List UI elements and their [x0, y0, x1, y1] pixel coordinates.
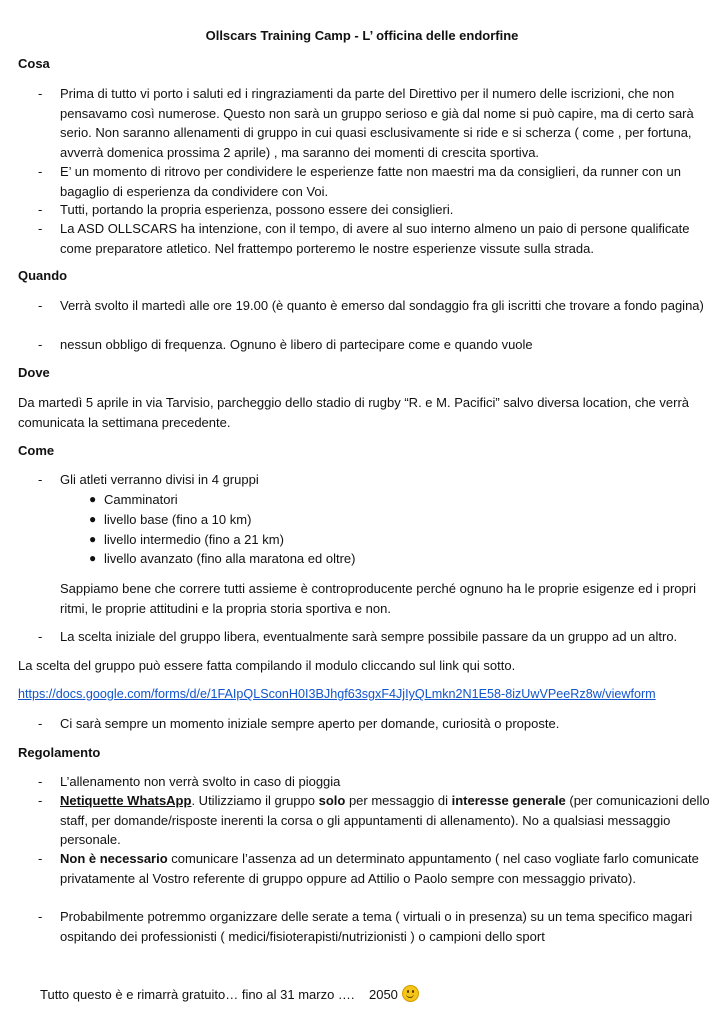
group-item: ● livello avanzato (fino alla maratona ed oltre)	[104, 549, 704, 569]
smiley-icon	[402, 985, 419, 1002]
section-heading-regolamento: Regolamento	[18, 745, 101, 760]
list-item: - Non è necessario comunicare l’assenza ad un determinato appuntamento ( nel caso vogliate farlo comunicate privatamente al Vostro referente di gruppo oppure ad Attilio o Paolo sempre con messaggio privato).	[38, 851, 699, 886]
group-item: ● livello base (fino a 10 km)	[104, 510, 704, 530]
list-item: - nessun obbligo di frequenza. Ognuno è libero di partecipare come e quando vuole	[38, 337, 533, 352]
section-heading-come: Come	[18, 443, 55, 458]
section-heading-cosa: Cosa	[18, 56, 50, 71]
list-item: - Tutti, portando la propria esperienza, possono essere dei consiglieri.	[38, 202, 454, 217]
list-item: - La ASD OLLSCARS ha intenzione, con il tempo, di avere al suo interno almeno un paio di persone qualificate come preparatore atletico. Nel frattempo porteremo le nostre esperienze vissute sulla strada.	[38, 221, 690, 256]
module-instructions: La scelta del gruppo può essere fatta compilando il modulo cliccando sul link qui sotto.	[18, 658, 516, 673]
groups-note: Sappiamo bene che correre tutti assieme è controproducente perché ognuno ha le proprie esigenze ed i propri ritmi, le proprie attitudini e la propria storia sportiva e non.	[60, 581, 696, 616]
list-item: - E’ un momento di ritrovo per condividere le esperienze fatte non maestri ma da consiglieri, da runner con un bagaglio di esperienza da condividere con Voi.	[38, 164, 681, 199]
group-item: ● Camminatori	[104, 490, 704, 510]
list-item: - Probabilmente potremmo organizzare delle serate a tema ( virtuali o in presenza) su un tema specifico magari ospitando dei professionisti ( medici/fisioterapisti/nutrizionisti ) o campioni dello sport	[38, 909, 693, 944]
bullet-icon: ●	[89, 492, 97, 506]
list-item: - La scelta iniziale del gruppo libera, eventualmente sarà sempre possibile passare da un gruppo ad un altro.	[38, 629, 678, 644]
dove-paragraph: Da martedì 5 aprile in via Tarvisio, parcheggio dello stadio di rugby “R. e M. Pacifici” salvo diversa location, che verrà comunicata la settimana precedente.	[18, 395, 690, 430]
list-item: - Netiquette WhatsApp. Utilizziamo il gruppo solo per messaggio di interesse generale (per comunicazioni dello staff, per domande/risposte inerenti la corsa o gli appuntamenti di allenamento). No a qualsiasi messaggio personale.	[38, 793, 710, 847]
list-item: - Ci sarà sempre un momento iniziale sempre aperto per domande, curiosità o proposte.	[38, 716, 560, 731]
form-link[interactable]: https://docs.google.com/forms/d/e/1FAIpQLSconH0I3BJhgf63sgxF4JjIyQLmkn2N1E58-8izUwVPeeRz8w/viewform	[18, 687, 656, 701]
group-item: ● livello intermedio (fino a 21 km)	[104, 530, 704, 550]
list-item: - Gli atleti verranno divisi in 4 gruppi	[38, 472, 259, 487]
list-item: - Verrà svolto il martedì alle ore 19.00 (è quanto è emerso dal sondaggio fra gli iscritti che trovare a fondo pagina)	[38, 298, 704, 313]
list-item: - Prima di tutto vi porto i saluti ed i ringraziamenti da parte del Direttivo per il numero delle iscrizioni, che non pensavamo così numerose. Questo non sarà un gruppo serioso e già dal nome si può capire, ma di certo sarà serio. Non saranno allenamenti di gruppo in cui quasi esclusivamente si ride e si scherza ( come , per fortuna, avverrà domenica prossima 2 aprile) , ma saranno dei momenti di crescita sportiva.	[38, 86, 694, 160]
bullet-icon: ●	[89, 551, 97, 565]
bullet-icon: ●	[89, 512, 97, 526]
bullet-icon: ●	[89, 532, 97, 546]
section-heading-dove: Dove	[18, 365, 50, 380]
section-heading-quando: Quando	[18, 268, 68, 283]
document-title: Ollscars Training Camp - L’ officina delle endorfine	[205, 28, 519, 43]
footer-note: Tutto questo è e rimarrà gratuito… fino al 31 marzo …. 2050	[40, 985, 419, 1005]
netiquette-label: Netiquette WhatsApp	[60, 793, 192, 808]
list-item: - L’allenamento non verrà svolto in caso di pioggia	[38, 774, 341, 789]
